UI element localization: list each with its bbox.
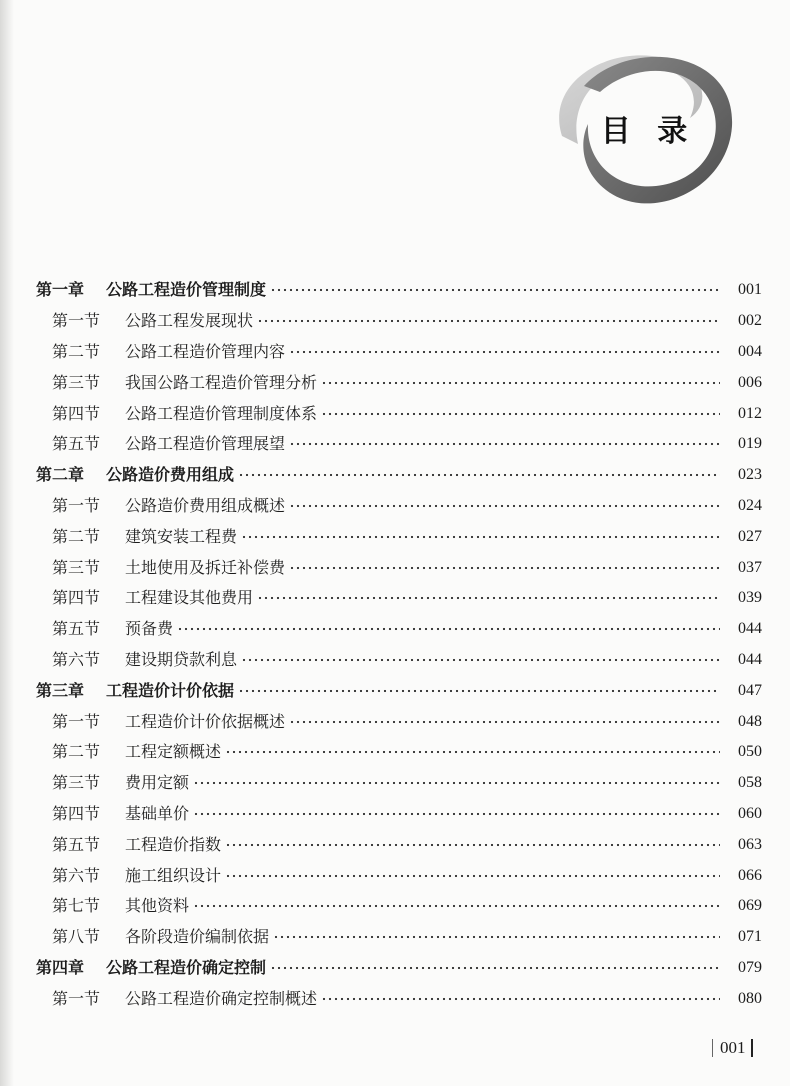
dot-leader <box>238 471 720 479</box>
dot-leader <box>225 872 720 880</box>
toc-entry-number: 第五节 <box>52 834 101 854</box>
page-edge-shadow <box>0 0 14 1086</box>
toc-entry-number: 第八节 <box>52 927 101 947</box>
toc-entry-number: 第二节 <box>52 341 101 361</box>
dot-leader <box>241 656 720 664</box>
toc-entry-title: 各阶段造价编制依据 <box>125 927 270 947</box>
toc-entry-page: 060 <box>738 804 762 822</box>
toc-section-row[interactable] <box>36 583 762 614</box>
toc-section-row[interactable] <box>36 521 762 552</box>
dot-leader <box>257 317 720 325</box>
toc-entry-number: 第四节 <box>52 588 101 608</box>
toc-entry-title: 工程造价计价依据概述 <box>125 711 286 731</box>
toc-section-row[interactable] <box>36 891 762 922</box>
toc-entry-title: 基础单价 <box>125 803 190 823</box>
toc-section-row[interactable] <box>36 552 762 583</box>
toc-entry-page: 048 <box>738 712 762 730</box>
toc-entry-title: 我国公路工程造价管理分析 <box>125 372 318 392</box>
toc-entry-title: 工程建设其他费用 <box>125 588 254 608</box>
toc-section-row[interactable] <box>36 922 762 953</box>
page-number <box>712 1038 753 1058</box>
toc-entry-title: 公路工程造价管理制度体系 <box>125 403 318 423</box>
toc-entry-number: 第二节 <box>52 526 101 546</box>
toc-entry-title: 公路造价费用组成概述 <box>125 495 286 515</box>
toc-entry-title: 公路工程造价确定控制概述 <box>125 988 318 1008</box>
toc-entry-number: 第五节 <box>52 434 101 454</box>
page-number-value: 001 <box>720 1038 746 1057</box>
toc-section-row[interactable] <box>36 799 762 830</box>
dot-leader <box>321 379 720 387</box>
toc-entry-page: 023 <box>738 466 762 484</box>
toc-entry-page: 066 <box>738 866 762 884</box>
toc-section-row[interactable] <box>36 768 762 799</box>
toc-entry-title: 土地使用及拆迁补偿费 <box>125 557 286 577</box>
toc-entry-page: 024 <box>738 496 762 514</box>
toc-entry-title: 公路工程造价管理内容 <box>125 341 286 361</box>
toc-section-row[interactable] <box>36 337 762 368</box>
dot-leader <box>225 841 720 849</box>
toc-entry-number: 第四节 <box>52 803 101 823</box>
toc-entry-page: 080 <box>738 989 762 1007</box>
toc-entry-title: 费用定额 <box>125 773 190 793</box>
toc-entry-page: 069 <box>738 897 762 915</box>
title-emblem <box>540 40 740 220</box>
toc-entry-page: 012 <box>738 404 762 422</box>
toc-section-row[interactable] <box>36 367 762 398</box>
dot-leader <box>289 718 720 726</box>
dot-leader <box>193 902 720 910</box>
toc-entry-page: 002 <box>738 312 762 330</box>
toc-entry-page: 004 <box>738 342 762 360</box>
toc-entry-number: 第一章 <box>36 280 85 300</box>
toc-entry-title: 预备费 <box>125 619 174 639</box>
toc-entry-number: 第二节 <box>52 742 101 762</box>
dot-leader <box>238 687 720 695</box>
toc-section-row[interactable] <box>36 706 762 737</box>
toc-entry-title: 公路工程造价确定控制 <box>106 957 267 977</box>
toc-entry-number: 第一节 <box>52 495 101 515</box>
toc-entry-title: 公路工程造价管理展望 <box>125 434 286 454</box>
toc-entry-number: 第三章 <box>36 680 85 700</box>
toc-entry-title: 工程定额概述 <box>125 742 222 762</box>
toc-entry-number: 第三节 <box>52 372 101 392</box>
toc-entry-page: 050 <box>738 743 762 761</box>
toc-entry-title: 工程造价指数 <box>125 834 222 854</box>
toc-entry-number: 第四节 <box>52 403 101 423</box>
toc-entry-page: 058 <box>738 774 762 792</box>
dot-leader <box>289 348 720 356</box>
dot-leader <box>225 748 720 756</box>
dot-leader <box>193 810 720 818</box>
dot-leader <box>193 779 720 787</box>
dot-leader <box>257 594 720 602</box>
toc-entry-page: 019 <box>738 435 762 453</box>
toc-section-row[interactable] <box>36 860 762 891</box>
dot-leader <box>177 625 720 633</box>
toc-entry-number: 第五节 <box>52 619 101 639</box>
dot-leader <box>270 964 720 972</box>
toc-entry-number: 第六节 <box>52 649 101 669</box>
toc-chapter-row[interactable] <box>36 275 762 306</box>
dot-leader <box>241 533 720 541</box>
dot-leader <box>289 440 720 448</box>
toc-section-row[interactable] <box>36 614 762 645</box>
toc-entry-page: 044 <box>738 620 762 638</box>
toc-entry-number: 第一节 <box>52 988 101 1008</box>
toc-section-row[interactable] <box>36 737 762 768</box>
toc-entry-page: 063 <box>738 835 762 853</box>
dot-leader <box>289 502 720 510</box>
toc-entry-page: 079 <box>738 958 762 976</box>
toc-chapter-row[interactable] <box>36 953 762 984</box>
toc-section-row[interactable] <box>36 983 762 1014</box>
toc-entry-number: 第七节 <box>52 896 101 916</box>
toc-chapter-row[interactable] <box>36 675 762 706</box>
dot-leader <box>321 410 720 418</box>
toc-section-row[interactable] <box>36 306 762 337</box>
toc-entry-title: 施工组织设计 <box>125 865 222 885</box>
toc-entry-page: 071 <box>738 928 762 946</box>
toc-entry-page: 044 <box>738 650 762 668</box>
toc-entry-title: 公路造价费用组成 <box>106 465 235 485</box>
dot-leader <box>321 995 720 1003</box>
toc-entry-title: 建筑安装工程费 <box>125 526 238 546</box>
toc-entry-title: 公路工程造价管理制度 <box>106 280 267 300</box>
toc-entry-title: 公路工程发展现状 <box>125 311 254 331</box>
page-number-right-rule <box>751 1039 753 1057</box>
toc-entry-title: 工程造价计价依据 <box>106 680 235 700</box>
toc-entry-number: 第三节 <box>52 773 101 793</box>
toc-chapter-row[interactable] <box>36 460 762 491</box>
page-title: 目 录 <box>600 114 696 149</box>
dot-leader <box>289 564 720 572</box>
toc-section-row[interactable] <box>36 491 762 522</box>
toc-entry-page: 001 <box>738 281 762 299</box>
dot-leader <box>270 286 720 294</box>
toc-entry-page: 027 <box>738 527 762 545</box>
toc-entry-number: 第二章 <box>36 465 85 485</box>
toc-entry-page: 006 <box>738 373 762 391</box>
dot-leader <box>273 933 720 941</box>
toc-entry-number: 第六节 <box>52 865 101 885</box>
toc-section-row[interactable] <box>36 829 762 860</box>
toc-entry-title: 其他资料 <box>125 896 190 916</box>
toc-section-row[interactable] <box>36 398 762 429</box>
toc-entry-number: 第一节 <box>52 711 101 731</box>
page-number-left-rule <box>712 1039 713 1057</box>
toc-entry-number: 第四章 <box>36 957 85 977</box>
toc-entry-number: 第一节 <box>52 311 101 331</box>
toc-entry-page: 039 <box>738 589 762 607</box>
table-of-contents <box>36 275 762 1014</box>
toc-section-row[interactable] <box>36 429 762 460</box>
toc-entry-number: 第三节 <box>52 557 101 577</box>
toc-entry-page: 047 <box>738 681 762 699</box>
toc-entry-page: 037 <box>738 558 762 576</box>
toc-entry-title: 建设期贷款利息 <box>125 649 238 669</box>
toc-section-row[interactable] <box>36 645 762 676</box>
